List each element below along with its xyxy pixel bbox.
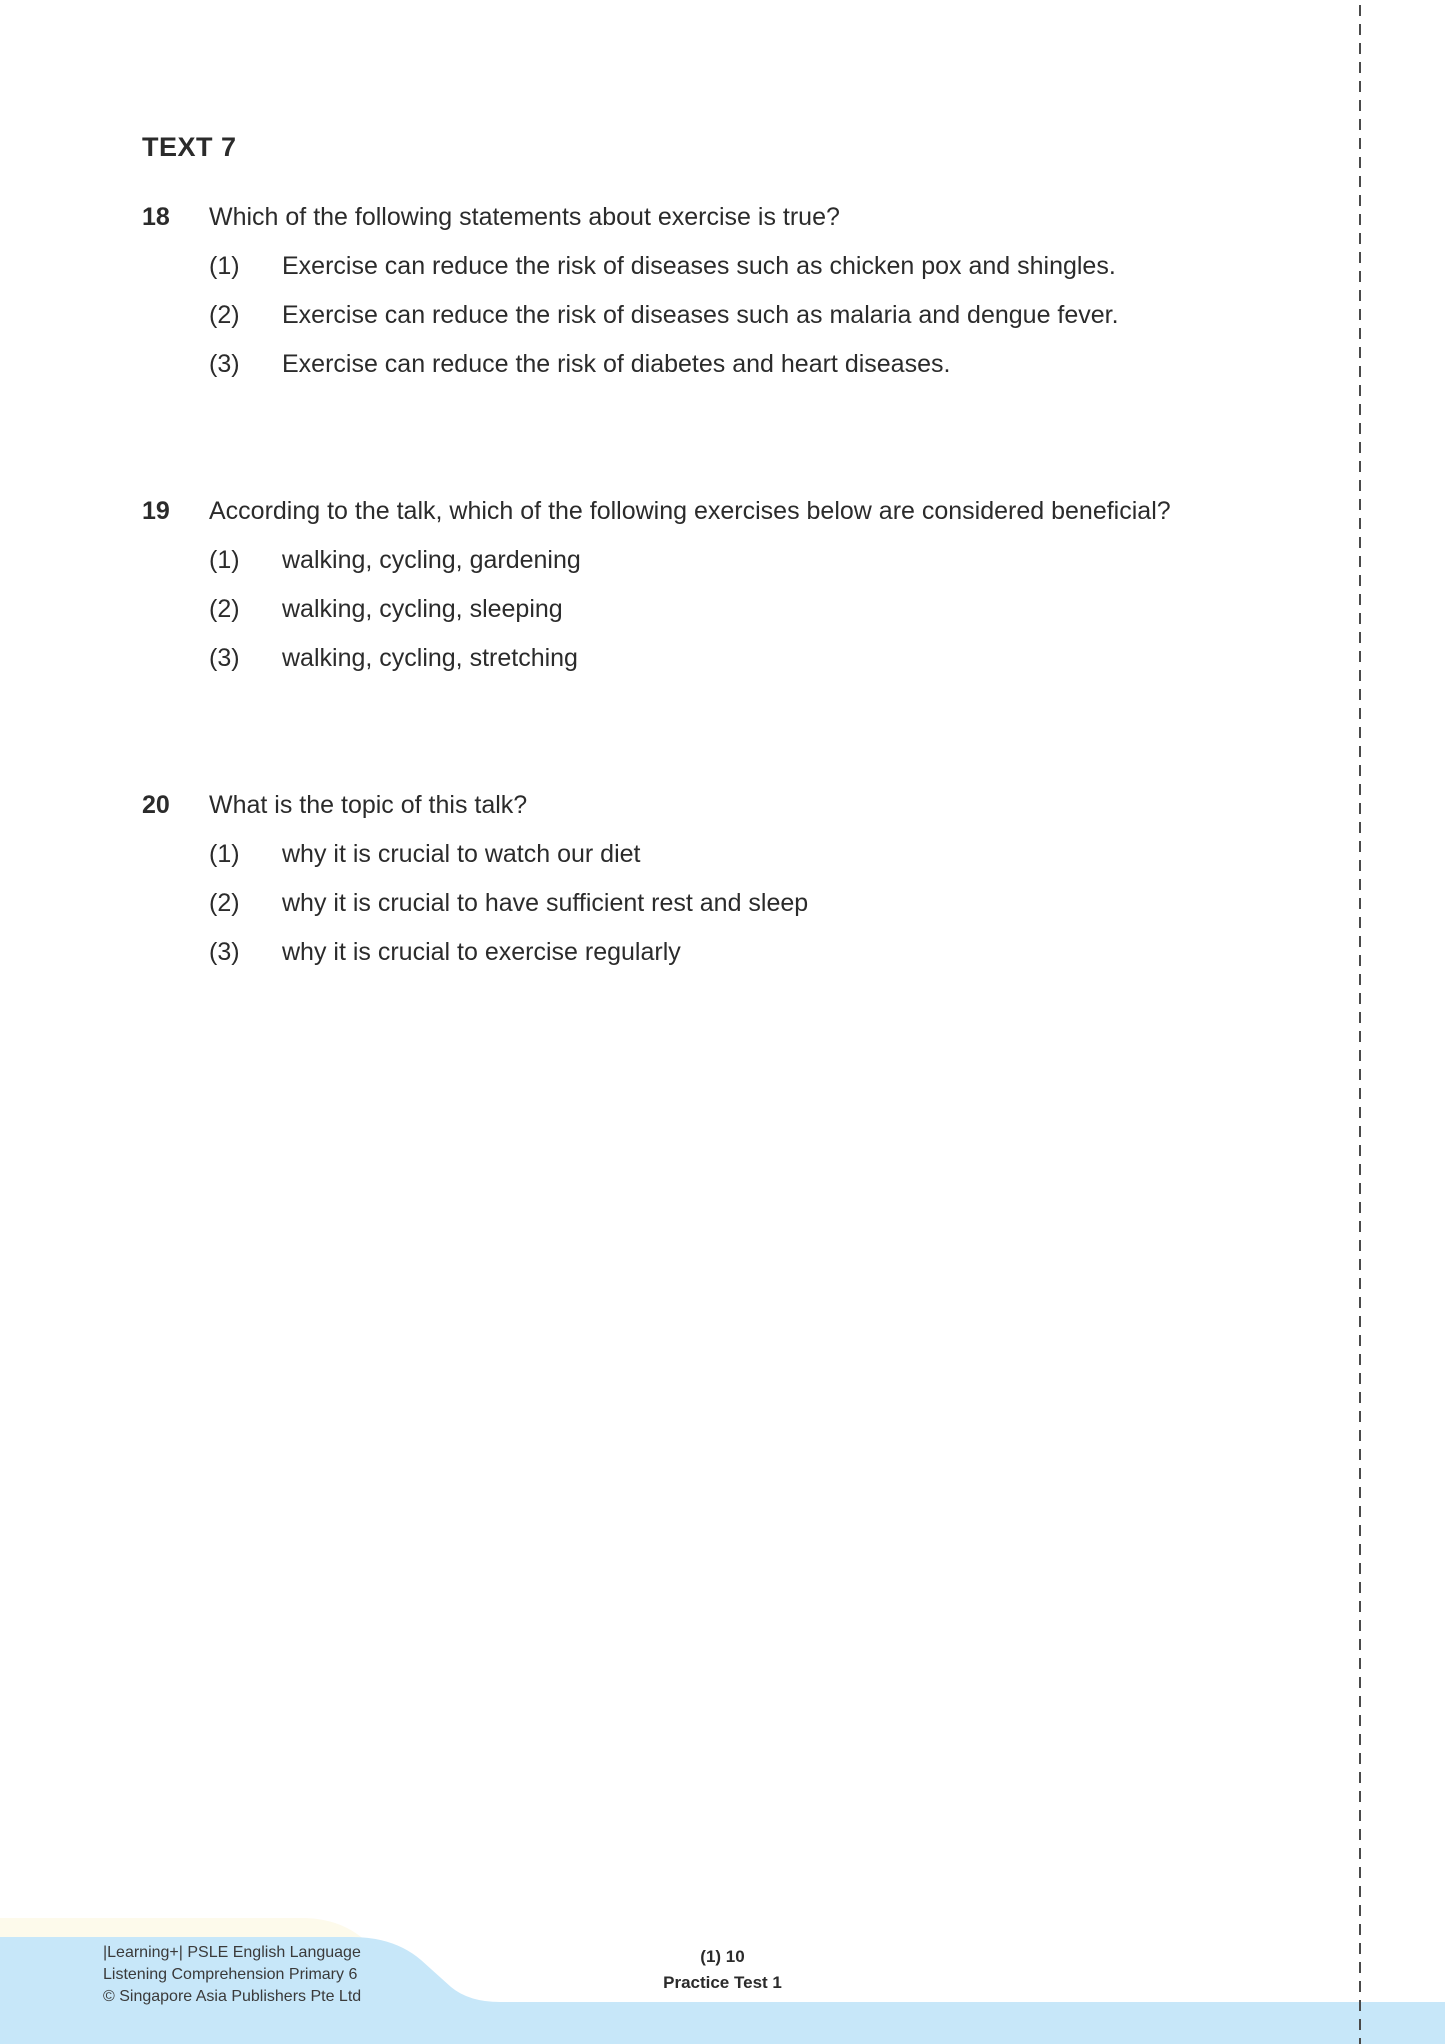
option-text: Exercise can reduce the risk of diabetes and heart diseases. bbox=[282, 350, 951, 378]
option-row bbox=[209, 835, 1292, 873]
imprint-line-title: Listening Comprehension Primary 6 bbox=[103, 1966, 358, 1983]
option-label: (2) bbox=[209, 595, 240, 623]
option-text: Exercise can reduce the risk of diseases such as malaria and dengue fever. bbox=[282, 301, 1119, 329]
option-text: Exercise can reduce the risk of diseases such as chicken pox and shingles. bbox=[282, 252, 1116, 280]
option-label: (1) bbox=[209, 252, 240, 280]
option-text: walking, cycling, gardening bbox=[282, 546, 581, 574]
footer-page-info bbox=[0, 1944, 1445, 1996]
question-text: What is the topic of this talk? bbox=[209, 791, 528, 819]
question-section bbox=[142, 130, 1292, 971]
option-row bbox=[209, 933, 1292, 971]
option-row bbox=[209, 639, 1292, 677]
option-label: (1) bbox=[209, 840, 240, 868]
option-label: (3) bbox=[209, 350, 240, 378]
question-number: 18 bbox=[142, 203, 170, 231]
question-row bbox=[142, 786, 1292, 824]
option-label: (2) bbox=[209, 301, 240, 329]
option-text: walking, cycling, stretching bbox=[282, 644, 578, 672]
option-text: walking, cycling, sleeping bbox=[282, 595, 563, 623]
option-label: (2) bbox=[209, 889, 240, 917]
option-label: (3) bbox=[209, 644, 240, 672]
page-number: (1) 10 bbox=[700, 1947, 745, 1966]
question-block bbox=[142, 492, 1292, 677]
test-label: Practice Test 1 bbox=[663, 1973, 782, 1992]
option-row bbox=[209, 541, 1292, 579]
option-text: why it is crucial to watch our diet bbox=[282, 840, 641, 868]
imprint-line-series: |Learning+| PSLE English Language bbox=[103, 1944, 361, 1961]
option-label: (1) bbox=[209, 546, 240, 574]
question-text: Which of the following statements about exercise is true? bbox=[209, 203, 840, 231]
imprint-line-copyright: © Singapore Asia Publishers Pte Ltd bbox=[103, 1988, 362, 2005]
section-title: TEXT 7 bbox=[142, 132, 237, 162]
option-row bbox=[209, 590, 1292, 628]
options-list bbox=[142, 541, 1292, 677]
question-block bbox=[142, 198, 1292, 383]
option-row bbox=[209, 345, 1292, 383]
question-text: According to the talk, which of the following exercises below are considered beneficial? bbox=[209, 497, 1171, 525]
question-row bbox=[142, 492, 1292, 530]
question-row bbox=[142, 198, 1292, 236]
question-number: 20 bbox=[142, 791, 170, 819]
options-list bbox=[142, 247, 1292, 383]
option-label: (3) bbox=[209, 938, 240, 966]
option-row bbox=[209, 884, 1292, 922]
questions-container bbox=[142, 198, 1292, 971]
option-text: why it is crucial to have sufficient rest and sleep bbox=[282, 889, 809, 917]
option-row bbox=[209, 247, 1292, 285]
cut-guide-dashed-line bbox=[1359, 5, 1361, 2044]
options-list bbox=[142, 835, 1292, 971]
option-text: why it is crucial to exercise regularly bbox=[282, 938, 681, 966]
option-row bbox=[209, 296, 1292, 334]
question-number: 19 bbox=[142, 497, 170, 525]
question-block bbox=[142, 786, 1292, 971]
